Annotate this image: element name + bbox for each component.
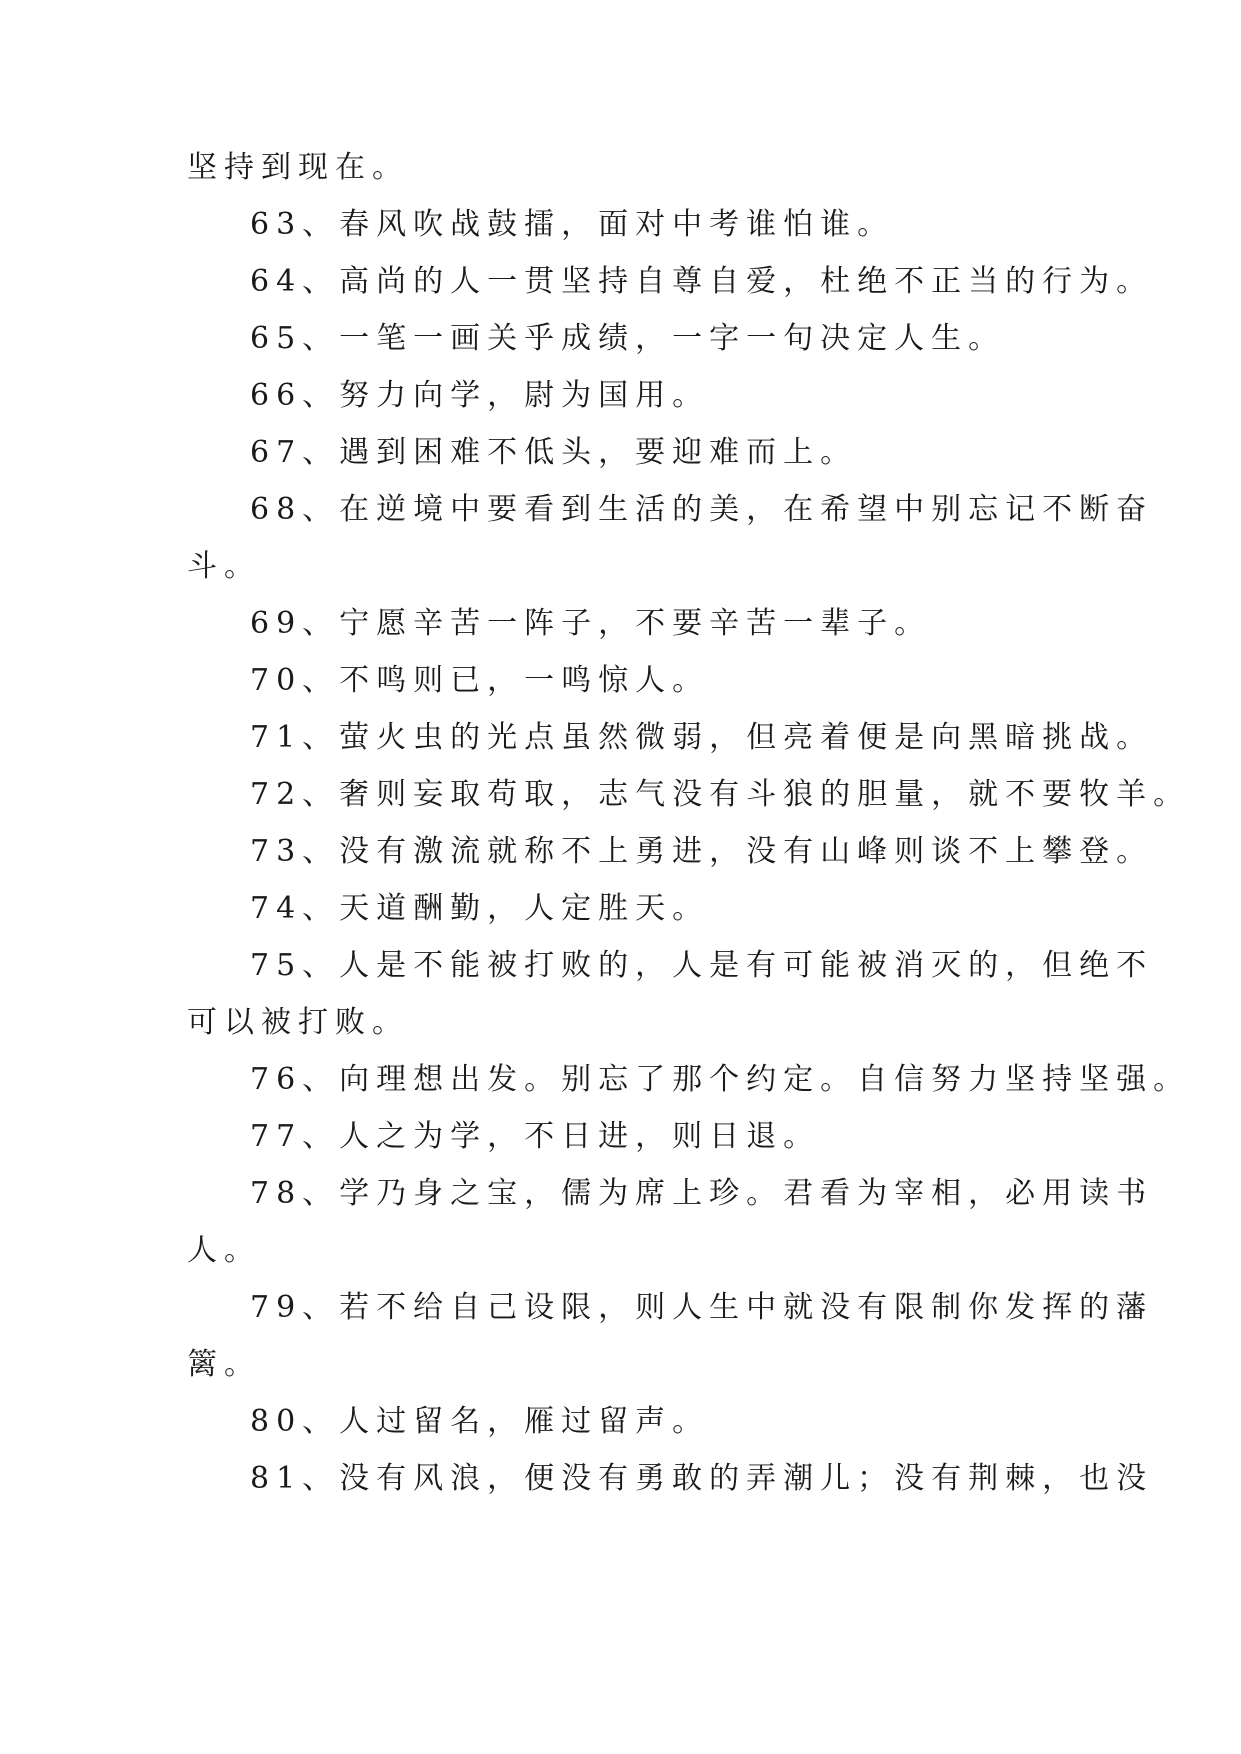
text-line: 篱。	[187, 1347, 261, 1382]
text-line: 67、遇到困难不低头，要迎难而上。	[250, 435, 858, 470]
text-line: 80、人过留名，雁过留声。	[250, 1404, 710, 1439]
text-line: 63、春风吹战鼓擂，面对中考谁怕谁。	[250, 207, 895, 242]
text-line: 76、向理想出发。别忘了那个约定。自信努力坚持坚强。	[250, 1062, 1191, 1097]
text-line: 斗。	[187, 549, 261, 584]
text-line: 72、奢则妄取苟取，志气没有斗狼的胆量，就不要牧羊。	[250, 777, 1191, 812]
text-line: 73、没有激流就称不上勇进，没有山峰则谈不上攀登。	[250, 834, 1154, 869]
text-line: 77、人之为学，不日进，则日退。	[250, 1119, 821, 1154]
text-line: 人。	[187, 1233, 261, 1268]
text-line: 68、在逆境中要看到生活的美，在希望中别忘记不断奋	[250, 492, 1154, 527]
text-line: 69、宁愿辛苦一阵子，不要辛苦一辈子。	[250, 606, 932, 641]
text-line: 66、努力向学，尉为国用。	[250, 378, 710, 413]
text-line: 坚持到现在。	[187, 150, 409, 185]
text-line: 74、天道酬勤，人定胜天。	[250, 891, 710, 926]
text-line: 78、学乃身之宝，儒为席上珍。君看为宰相，必用读书	[250, 1176, 1154, 1211]
text-line: 75、人是不能被打败的，人是有可能被消灭的，但绝不	[250, 948, 1154, 983]
text-line: 81、没有风浪，便没有勇敢的弄潮儿；没有荆棘，也没	[250, 1461, 1154, 1496]
text-line: 71、萤火虫的光点虽然微弱，但亮着便是向黑暗挑战。	[250, 720, 1154, 755]
text-line: 79、若不给自己设限，则人生中就没有限制你发挥的藩	[250, 1290, 1154, 1325]
text-line: 70、不鸣则已，一鸣惊人。	[250, 663, 710, 698]
text-line: 64、高尚的人一贯坚持自尊自爱，杜绝不正当的行为。	[250, 264, 1154, 299]
text-line: 65、一笔一画关乎成绩，一字一句决定人生。	[250, 321, 1006, 356]
text-line: 可以被打败。	[187, 1005, 409, 1040]
